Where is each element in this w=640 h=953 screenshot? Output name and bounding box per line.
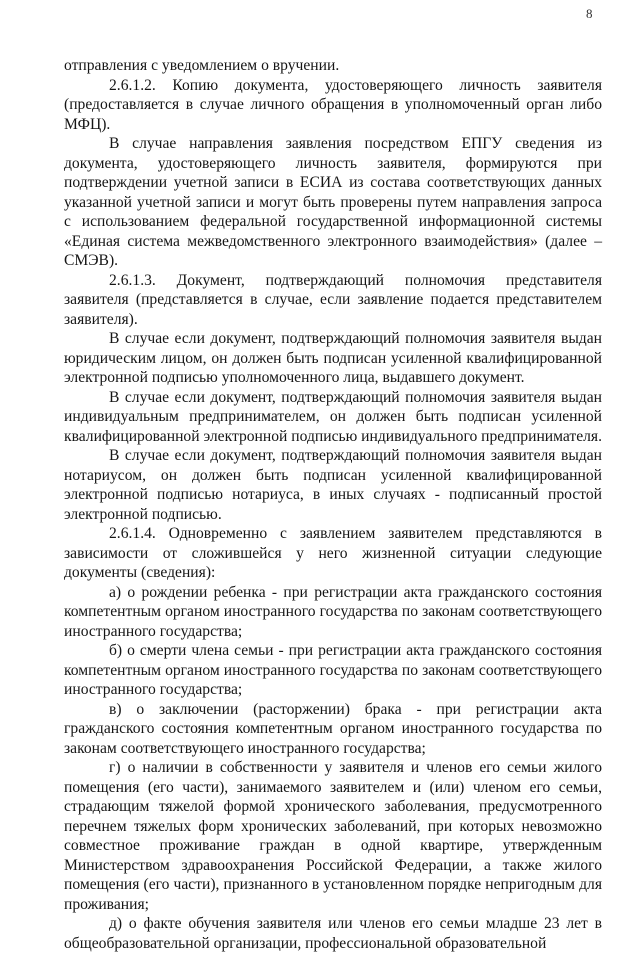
- paragraph-2-6-1-2: 2.6.1.2. Копию документа, удостоверяющего личность заявителя (предоставляется в случае личного обращения в уполномоченный орган либо МФЦ).: [64, 76, 602, 133]
- list-item-d: д) о факте обучения заявителя или членов его семьи младше 23 лет в общеобразовательной организации, профессиональной образовательной: [64, 915, 602, 952]
- paragraph-notary: В случае если документ, подтверждающий полномочия заявителя выдан нотариусом, он должен быть подписан усиленной квалифицированной электронной подписью нотариуса, в иных случаях - подписанный простой электронной подписью.: [64, 447, 602, 523]
- paragraph-2-6-1-4: 2.6.1.4. Одновременно с заявлением заявителем представляются в зависимости от сложившейся у него жизненной ситуации следующие документы (сведения):: [64, 525, 602, 581]
- paragraph-2-6-1-3: 2.6.1.3. Документ, подтверждающий полномочия представителя заявителя (представляется в случае, если заявление подается представителем заявителя).: [64, 271, 602, 328]
- page-number: 8: [586, 6, 593, 21]
- list-item-v: в) о заключении (расторжении) брака - при регистрации акта гражданского состояния компетентным органом иностранного государства по законам соответствующего иностранного государства;: [64, 700, 602, 757]
- document-body: [64, 56, 602, 953]
- paragraph-entrepreneur: В случае если документ, подтверждающий полномочия заявителя выдан индивидуальным предпринимателем, он должен быть подписан усиленной квалифицированной электронной подписью индивидуального предпринимателя.: [64, 388, 603, 445]
- paragraph-legal-entity: В случае если документ, подтверждающий полномочия заявителя выдан юридическим лицом, он должен быть подписан усиленной квалифицированной электронной подписью уполномоченного лица, выдавшего документ.: [64, 330, 602, 386]
- paragraph-delivery-notice: отправления с уведомлением о вручении.: [64, 57, 340, 74]
- list-item-b: б) о смерти члена семьи - при регистрации акта гражданского состояния компетентным органом иностранного государства по законам соответствующего иностранного государства;: [64, 642, 602, 698]
- list-item-g: г) о наличии в собственности у заявителя и членов его семьи жилого помещения (его части), занимаемого заявителем и (или) членом его семьи, страдающим тяжелой формой хронического заболевания, предусмотренного перечнем тяжелых форм хронических заболеваний, при которых невозможно совместное проживание граждан в одной квартире, утвержденным Министерством здравоохранения Российской Федерации, а также жилого помещения (его части), признанного в установленном порядке непригодным для проживания;: [64, 759, 602, 913]
- list-item-a: а) о рождении ребенка - при регистрации акта гражданского состояния компетентным органом иностранного государства по законам соответствующего иностранного государства;: [64, 583, 602, 640]
- paragraph-epgu-esia: В случае направления заявления посредством ЕПГУ сведения из документа, удостоверяющего личность заявителя, формируются при подтверждении учетной записи в ЕСИА из состава соответствующих данных указанной учетной записи и могут быть проверены путем направления запроса с использованием федеральной государственной информационной системы «Единая система межведомственного электронного взаимодействия» (далее – СМЭВ).: [64, 135, 602, 269]
